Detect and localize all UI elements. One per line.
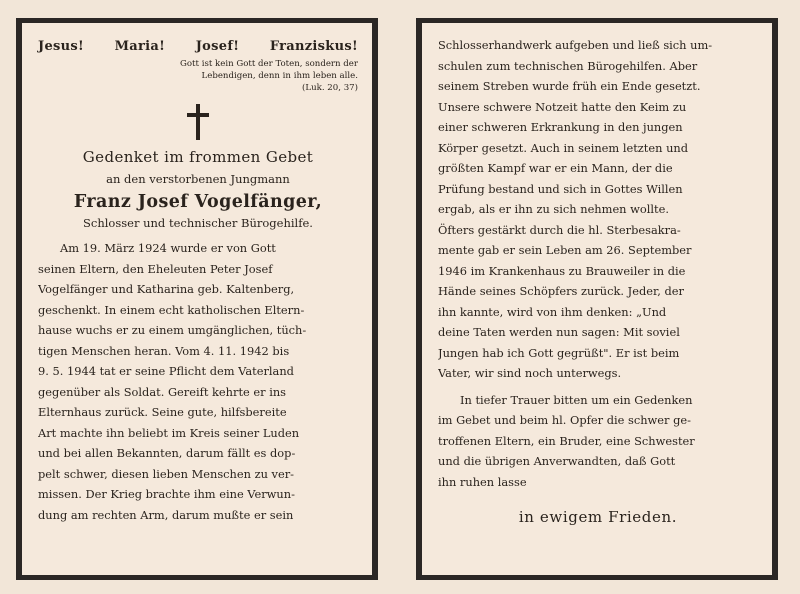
text-line: Vogelfänger und Katharina geb. Kaltenberg,: [38, 282, 295, 296]
closing-phrase: in ewigem Frieden.: [518, 508, 678, 526]
occupation: Schlosser und technischer Bürogehilfe.: [83, 216, 313, 230]
text-line: gegenüber als Soldat. Gereift kehrte er ins: [38, 384, 287, 399]
text-line: tigen Menschen heran. Vom 4. 11. 1942 bis: [38, 343, 290, 358]
text-line: Unsere schwere Notzeit hatte den Keim zu: [438, 99, 687, 114]
text-line: deine Taten werden nun sagen: Mit soviel: [438, 325, 680, 339]
text-line: Vater, wir sind noch unterwegs.: [438, 366, 622, 380]
invocation-josef: Josef!: [195, 39, 240, 54]
text-line: In tiefer Trauer bitten um ein Gedenken: [460, 392, 693, 407]
text-line: schulen zum technischen Bürogehilfen. Aber: [438, 58, 698, 73]
invocation-franziskus: Franziskus!: [269, 39, 358, 54]
text-line: 1946 im Krankenhaus zu Brauweiler in die: [438, 263, 686, 278]
text-line: pelt schwer, diesen lieben Menschen zu ver-: [38, 466, 295, 481]
right-body-text: [438, 35, 758, 492]
text-line: Jungen hab ich Gott gegrüßt". Er ist beim: [438, 345, 680, 360]
text-line: Art machte ihn beliebt im Kreis seiner Luden: [38, 425, 300, 440]
text-line: im Gebet und beim hl. Opfer die schwer ge-: [438, 413, 691, 427]
invocation: [38, 39, 358, 54]
bible-quote: [38, 58, 358, 94]
right-page-content: [438, 29, 758, 569]
text-line: und die übrigen Anverwandten, daß Gott: [438, 454, 676, 468]
text-line: und bei allen Bekannten, darum fällt es dop-: [38, 446, 296, 460]
jungmann-line: an den verstorbenen Jungmann: [106, 172, 290, 186]
text-line: einer schweren Erkrankung in den jungen: [438, 120, 683, 134]
text-line: Schlosserhandwerk aufgeben und ließ sich um-: [438, 38, 713, 52]
text-line: seinem Streben wurde früh ein Ende gesetzt.: [438, 79, 701, 93]
quote-line: Gott ist kein Gott der Toten, sondern der: [180, 59, 358, 69]
text-line: mente gab er sein Leben am 26. September: [438, 243, 692, 257]
text-line: ergab, als er ihn zu sich nehmen wollte.: [438, 202, 669, 216]
text-line: Elternhaus zurück. Seine gute, hilfsbereite: [38, 405, 287, 419]
quote-reference: (Luk. 20, 37): [302, 83, 358, 93]
text-line: hause wuchs er zu einem umgänglichen, tüch-: [38, 323, 307, 337]
left-page: [16, 18, 378, 580]
text-line: Hände seines Schöpfers zurück. Jeder, der: [438, 284, 684, 298]
text-line: seinen Eltern, den Eheleuten Peter Josef: [38, 261, 273, 276]
left-page-content: [38, 29, 358, 569]
deceased-name: Franz Josef Vogelfänger,: [73, 192, 323, 212]
invocation-maria: Maria!: [114, 39, 166, 54]
text-line: größten Kampf war er ein Mann, der die: [438, 161, 673, 175]
text-line: Körper gesetzt. Auch in seinem letzten und: [438, 140, 689, 155]
right-page: [416, 18, 778, 580]
invocation-jesus: Jesus!: [38, 39, 85, 54]
text-line: ihn ruhen lasse: [438, 474, 527, 489]
text-line: troffenen Eltern, ein Bruder, eine Schwester: [438, 433, 695, 448]
left-body-text: [38, 238, 358, 525]
quote-line: Lebendigen, denn in ihm leben alle.: [201, 71, 358, 81]
text-line: Am 19. März 1924 wurde er von Gott: [60, 241, 276, 255]
gedenket-heading: Gedenket im frommen Gebet: [82, 148, 314, 166]
cross-icon: [185, 104, 211, 140]
text-line: Öfters gestärkt durch die hl. Sterbesakra-: [438, 222, 681, 237]
text-line: dung am rechten Arm, darum mußte er sein: [38, 507, 294, 522]
text-line: 9. 5. 1944 tat er seine Pflicht dem Vaterland: [38, 364, 294, 378]
text-line: Prüfung bestand und sich in Gottes Willen: [438, 181, 683, 196]
text-line: geschenkt. In einem echt katholischen Eltern-: [38, 302, 305, 317]
text-line: ihn kannte, wird von ihm denken: „Und: [438, 304, 667, 319]
text-line: missen. Der Krieg brachte ihm eine Verwun-: [38, 487, 295, 501]
